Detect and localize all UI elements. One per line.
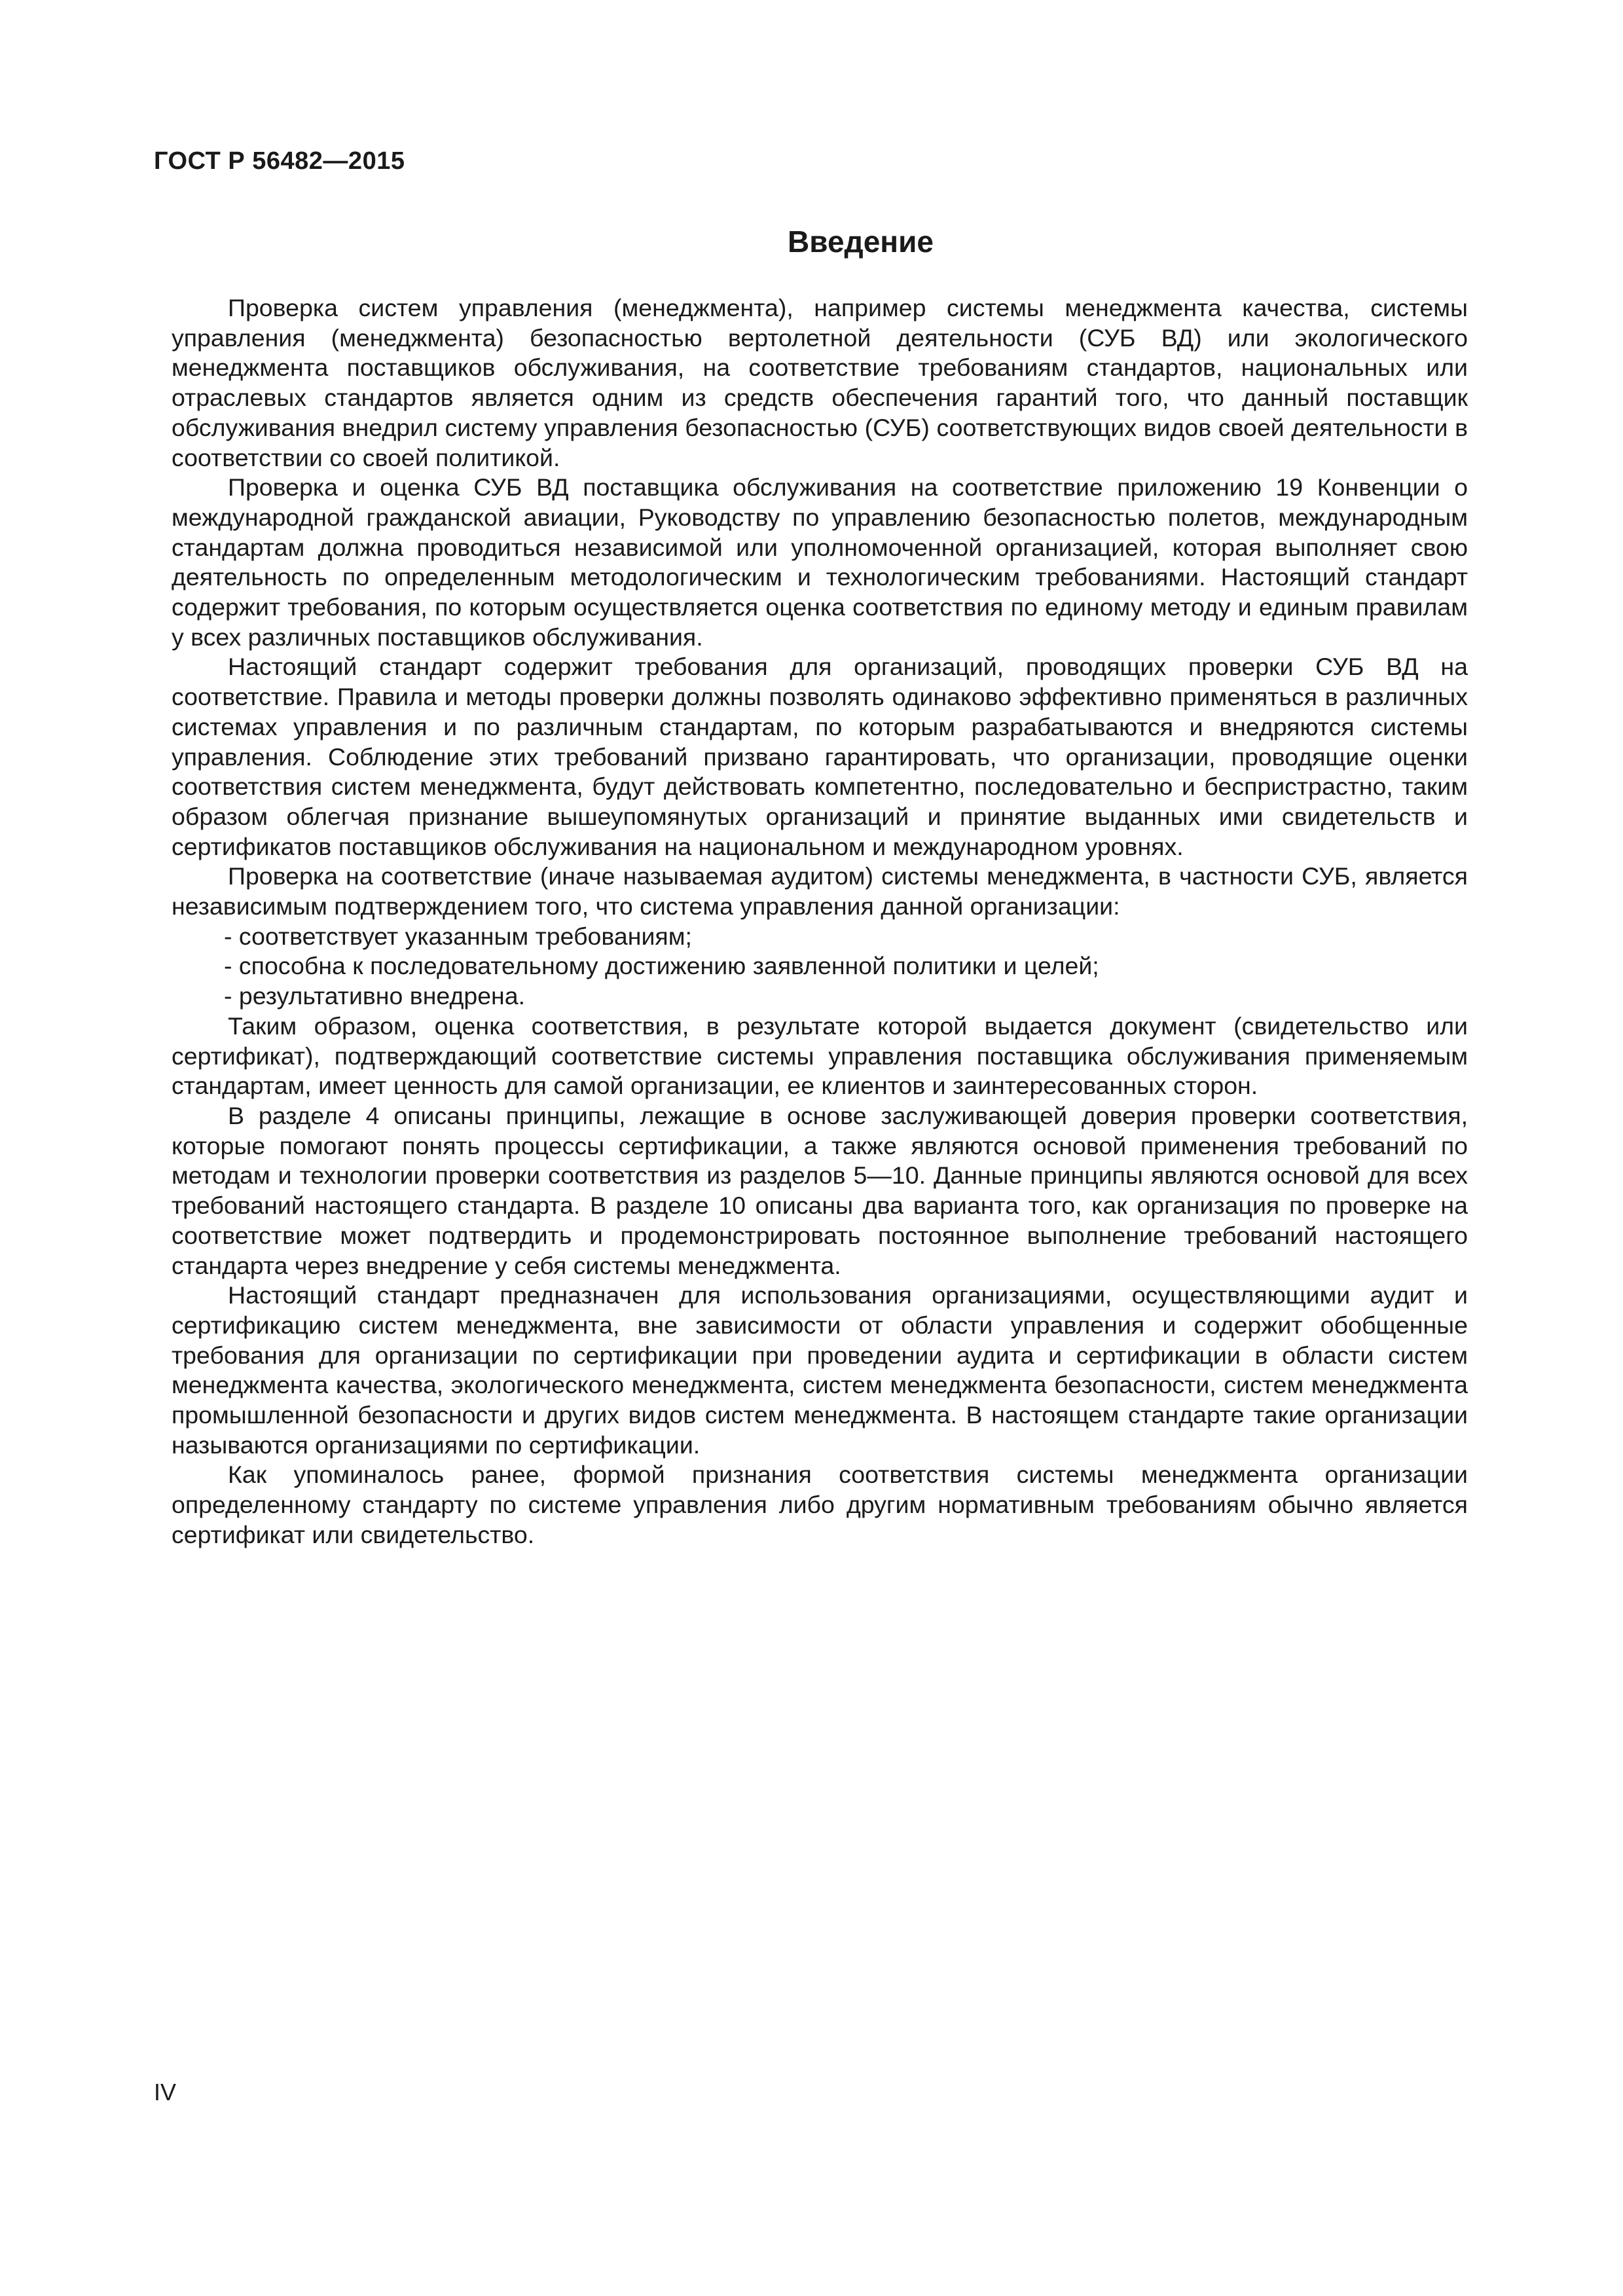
- paragraph: Таким образом, оценка соответствия, в результате которой выдается документ (свидетельство или сертификат), подтверждающий соответствие системы управления поставщика обслуживания применяемым стандартам, имеет ценность для самой организации, ее клиентов и заинтересованных сторон.: [172, 1011, 1468, 1100]
- paragraph: Настоящий стандарт предназначен для использования организациями, осуществляющими аудит и сертификацию систем менеджмента, вне зависимости от области управления и содержит обобщенные требования для организации по сертификации при проведении аудита и сертификации в области систем менеджмента качества, экологического менеджмента, систем менеджмента безопасности, систем менеджмента промышленной безопасности и других видов систем менеджмента. В настоящем стандарте такие организации называются организациями по сертификации.: [172, 1281, 1468, 1459]
- paragraph: Настоящий стандарт содержит требования для организаций, проводящих проверки СУБ ВД на соответствие. Правила и методы проверки должны позволять одинаково эффективно применяться в различных системах управления и по различным стандартам, по которым разрабатываются и внедряются системы управления. Соблюдение этих требований призвано гарантировать, что организации, проводящие оценки соответствия систем менеджмента, будут действовать компетентно, последовательно и беспристрастно, таким образом облегчая признание вышеупомянутых организаций и принятие выданных ими свидетельств и сертификатов поставщиков обслуживания на национальном и международном уровнях.: [172, 653, 1468, 860]
- section-title: Введение: [788, 225, 934, 259]
- document-body: [172, 293, 1468, 1550]
- document-code: ГОСТ Р 56482—2015: [154, 147, 405, 175]
- paragraph: Проверка на соответствие (иначе называемая аудитом) системы менеджмента, в частности СУБ, является независимым подтверждением того, что система управления данной организации:: [172, 862, 1468, 920]
- paragraph: Проверка и оценка СУБ ВД поставщика обслуживания на соответствие приложению 19 Конвенции о международной гражданской авиации, Руководству по управлению безопасностью полетов, международным стандартам должна проводиться независимой или уполномоченной организацией, которая выполняет свою деятельность по определенным методологическим и технологическим требованиями. Настоящий стандарт содержит требования, по которым осуществляется оценка соответствия по единому методу и единым правилам у всех различных поставщиков обслуживания.: [172, 473, 1468, 651]
- page-number: IV: [154, 2079, 177, 2105]
- paragraph: Как упоминалось ранее, формой признания соответствия системы менеджмента организации определенному стандарту по системе управления либо другим нормативным требованиям обычно является сертификат или свидетельство.: [172, 1461, 1468, 1548]
- paragraph: Проверка систем управления (менеджмента), например системы менеджмента качества, системы управления (менеджмента) безопасностью вертолетной деятельности (СУБ ВД) или экологического менеджмента поставщиков обслуживания, на соответствие требованиям стандартов, национальных или отраслевых стандартов является одним из средств обеспечения гарантий того, что данный поставщик обслуживания внедрил систему управления безопасностью (СУБ) соответствующих видов своей деятельности в соответствии со своей политикой.: [172, 294, 1468, 471]
- paragraph: В разделе 4 описаны принципы, лежащие в основе заслуживающей доверия проверки соответствия, которые помогают понять процессы сертификации, а также являются основой применения требований по методам и технологии проверки соответствия из разделов 5—10. Данные принципы являются основой для всех требований настоящего стандарта. В разделе 10 описаны два варианта того, как организация по проверке на соответствие может подтвердить и продемонстрировать постоянное выполнение требований настоящего стандарта через внедрение у себя системы менеджмента.: [172, 1101, 1468, 1279]
- list-item: - способна к последовательному достижению заявленной политики и целей;: [224, 952, 1099, 980]
- list-item: - результативно внедрена.: [224, 982, 526, 1010]
- list-item: - соответствует указанным требованиям;: [224, 922, 692, 950]
